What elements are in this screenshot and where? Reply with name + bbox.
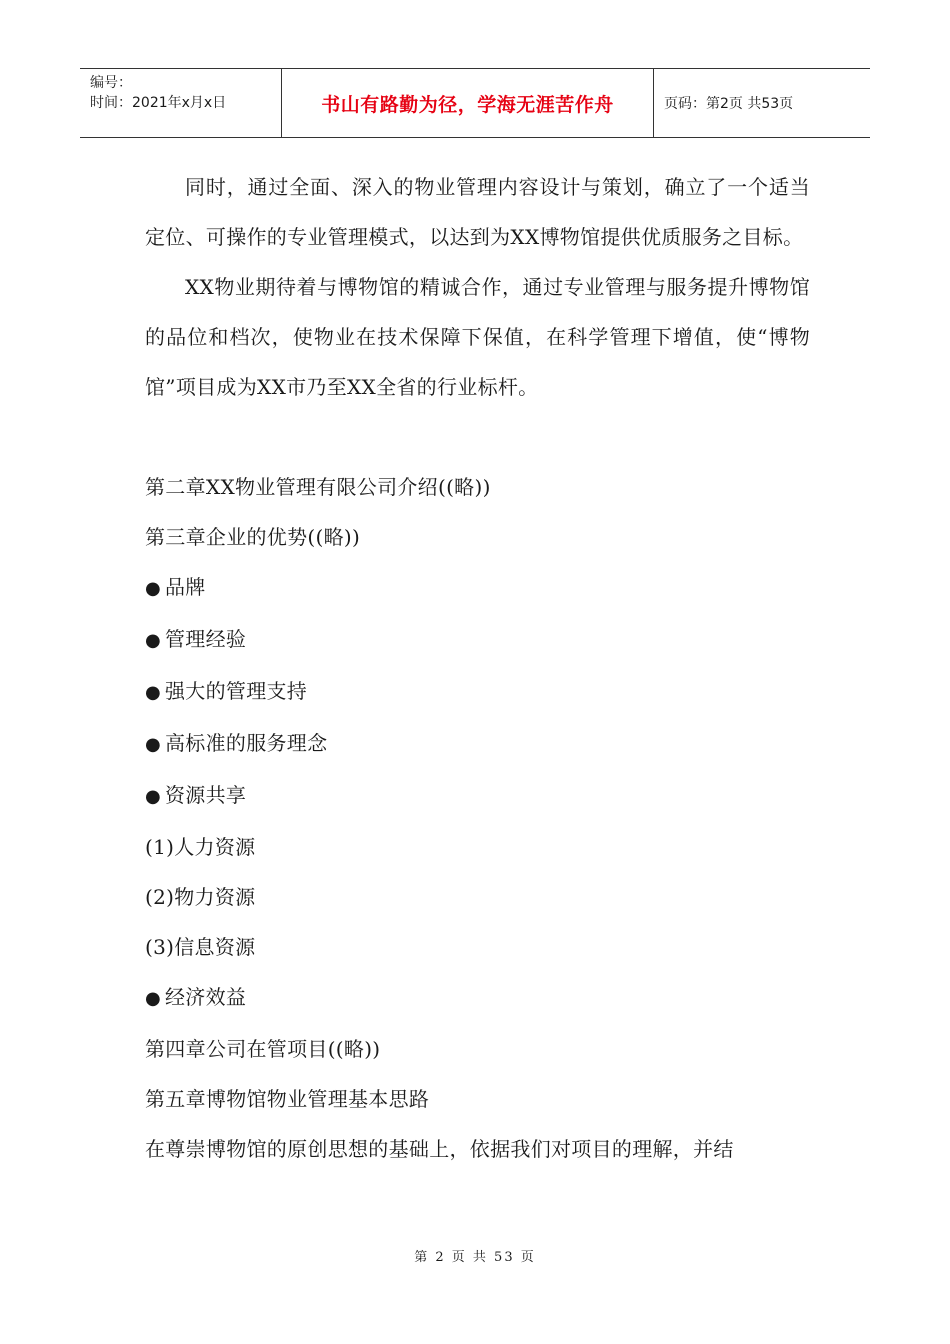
- bullet-item: [145, 562, 810, 614]
- bullet-item: [145, 718, 810, 770]
- paragraph: 同时，通过全面、深入的物业管理内容设计与策划，确立了一个适当定位、可操作的专业管理模式，以达到为XX博物馆提供优质服务之目标。: [145, 175, 810, 249]
- bullet-text: 高标准的服务理念: [165, 731, 328, 755]
- bullet-item: [145, 666, 810, 718]
- bullet-item: [145, 614, 810, 666]
- chapter-heading: 第五章博物馆物业管理基本思路: [145, 1087, 430, 1111]
- bullet-text: 管理经验: [165, 627, 247, 651]
- bullet-text: 经济效益: [165, 985, 247, 1009]
- blank-line: [145, 412, 810, 462]
- chapter-heading: 第三章企业的优势((略)): [145, 525, 361, 549]
- page-footer: 第 2 页 共 53 页: [414, 1250, 536, 1265]
- bullet-dot-icon: ●: [145, 630, 162, 651]
- bullet-dot-icon: ●: [145, 786, 162, 807]
- header-page-info: 页码：第2页 共53页: [664, 96, 794, 112]
- document-body: [145, 162, 810, 1174]
- bullet-text: 品牌: [165, 575, 206, 599]
- bullet-item: [145, 972, 810, 1024]
- time-label: 时间：2021年x月x日: [90, 95, 227, 111]
- bullet-text: 资源共享: [165, 783, 247, 807]
- sub-item: (1)人力资源: [145, 835, 256, 859]
- serial-label: 编号：: [90, 75, 132, 91]
- bullet-dot-icon: ●: [145, 578, 162, 599]
- sub-item: (3)信息资源: [145, 935, 256, 959]
- paragraph: XX物业期待着与博物馆的精诚合作，通过专业管理与服务提升博物馆的品位和档次，使物业在技术保障下保值，在科学管理下增值，使“博物馆”项目成为XX市乃至XX全省的行业标杆。: [145, 275, 810, 399]
- chapter-heading: 第二章XX物业管理有限公司介绍((略)): [145, 475, 491, 499]
- header-meta: [80, 69, 282, 137]
- bullet-dot-icon: ●: [145, 734, 162, 755]
- bullet-text: 强大的管理支持: [165, 679, 308, 703]
- paragraph-line: 在尊崇博物馆的原创思想的基础上，依据我们对项目的理解，并结: [145, 1137, 734, 1161]
- header-motto: 书山有路勤为径，学海无涯苦作舟: [282, 69, 654, 137]
- bullet-item: [145, 770, 810, 822]
- bullet-dot-icon: ●: [145, 682, 162, 703]
- sub-item: (2)物力资源: [145, 885, 256, 909]
- chapter-heading: 第四章公司在管项目((略)): [145, 1037, 381, 1061]
- bullet-dot-icon: ●: [145, 988, 162, 1009]
- page-header: [80, 68, 870, 138]
